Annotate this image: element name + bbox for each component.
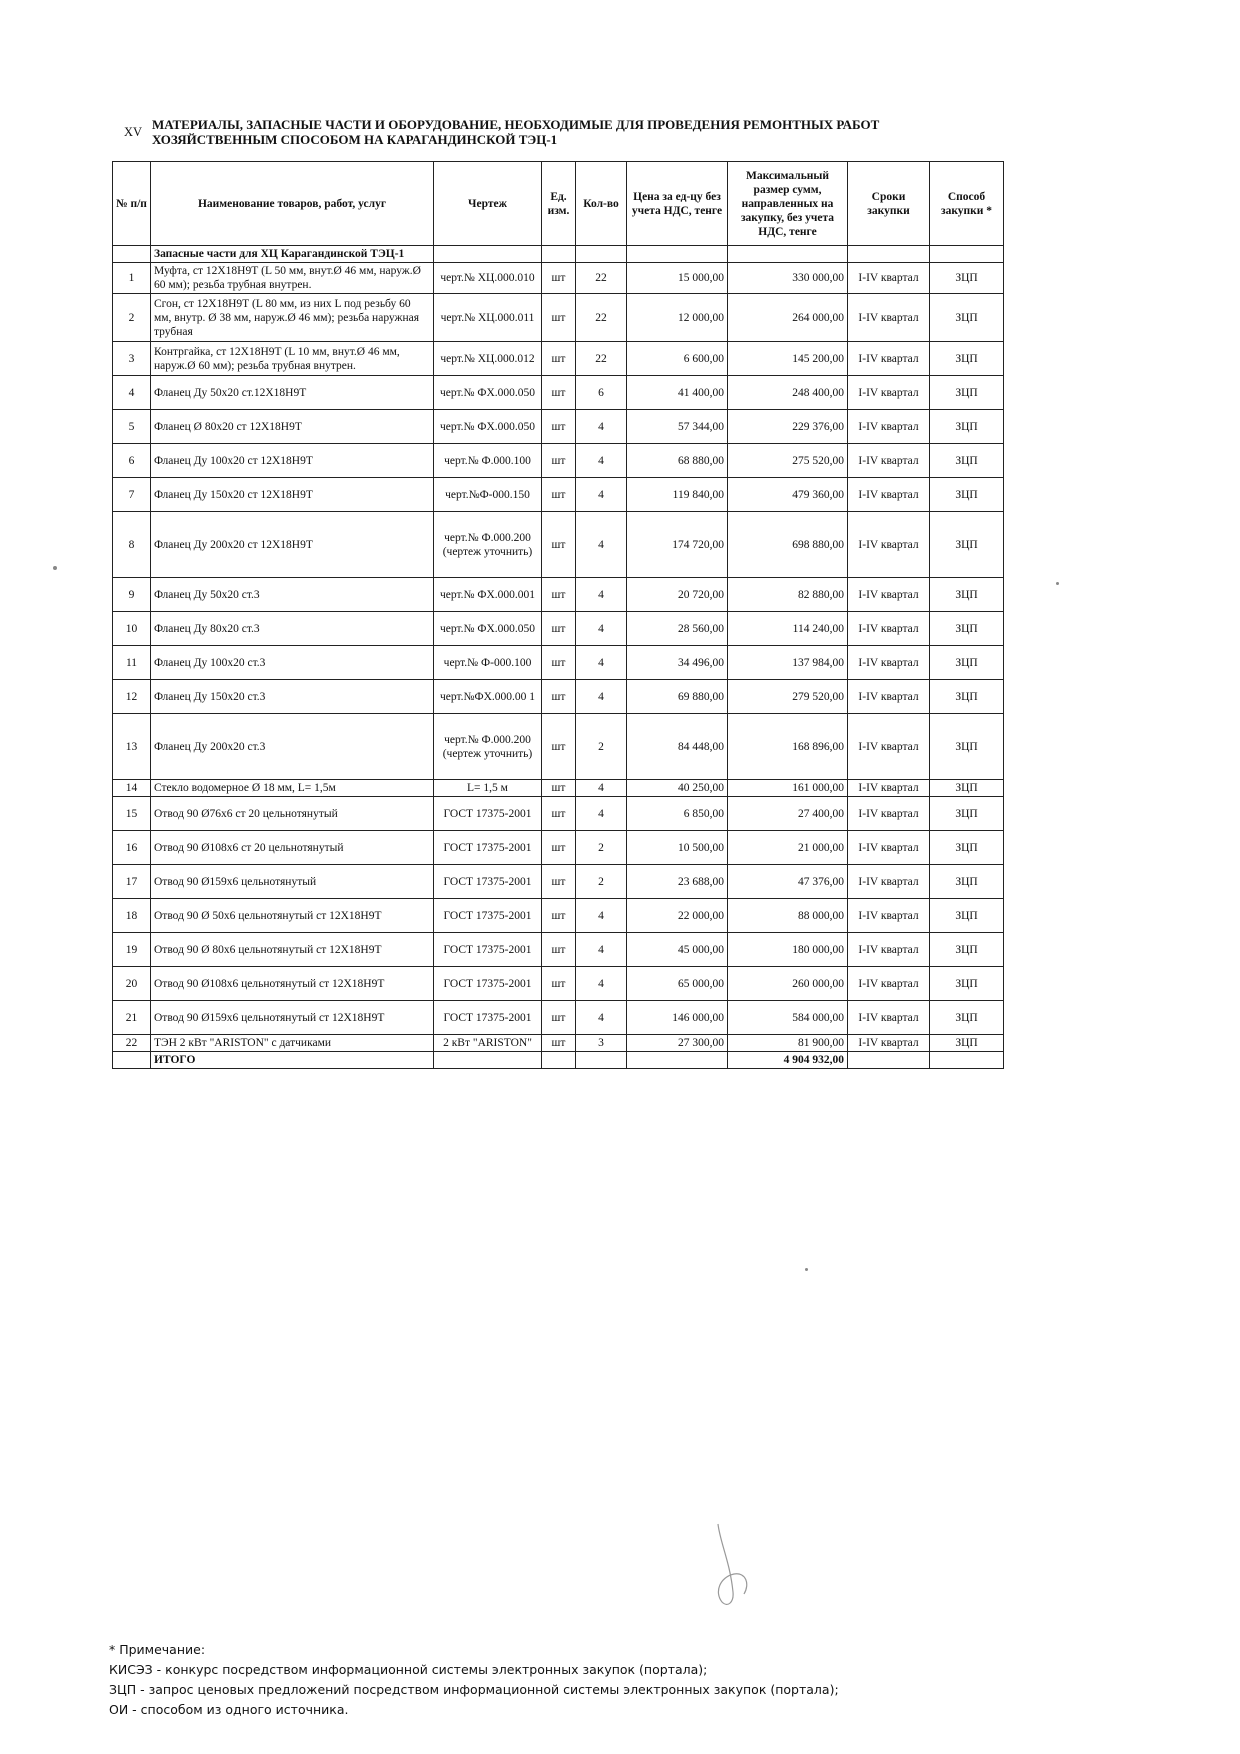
item-sum: 47 376,00 <box>728 865 848 899</box>
item-drawing: черт.№ ФХ.000.050 <box>434 376 542 410</box>
table-row <box>113 410 1004 444</box>
item-terms: I-IV квартал <box>848 376 930 410</box>
item-method: ЗЦП <box>930 376 1004 410</box>
total-value: 4 904 932,00 <box>728 1052 848 1069</box>
item-unit: шт <box>542 680 576 714</box>
col-header-price: Цена за ед-цу без учета НДС, тенге <box>627 162 728 246</box>
note-line: ЗЦП - запрос ценовых предложений посредством информационной системы электронных закупок (портала); <box>109 1682 839 1697</box>
item-terms: I-IV квартал <box>848 1001 930 1035</box>
item-sum: 180 000,00 <box>728 933 848 967</box>
item-qty: 4 <box>576 680 627 714</box>
table-row <box>113 899 1004 933</box>
table-row <box>113 967 1004 1001</box>
item-method: ЗЦП <box>930 967 1004 1001</box>
item-drawing: черт.№Ф-000.150 <box>434 478 542 512</box>
row-num: 15 <box>113 797 151 831</box>
item-drawing: черт.№ ХЦ.000.010 <box>434 263 542 294</box>
item-name: Отвод 90 Ø159х6 цельнотянутый ст 12Х18Н9Т <box>151 1001 434 1035</box>
item-price: 12 000,00 <box>627 294 728 342</box>
item-drawing: ГОСТ 17375-2001 <box>434 1001 542 1035</box>
item-name: Контргайка, ст 12Х18Н9Т (L 10 мм, внут.Ø 46 мм, наруж.Ø 60 мм); резьба трубная внутрен. <box>151 342 434 376</box>
item-terms: I-IV квартал <box>848 780 930 797</box>
item-name: Фланец Ду 200х20 ст 12Х18Н9Т <box>151 512 434 578</box>
row-num: 11 <box>113 646 151 680</box>
item-terms: I-IV квартал <box>848 646 930 680</box>
item-qty: 2 <box>576 714 627 780</box>
row-num: 16 <box>113 831 151 865</box>
item-unit: шт <box>542 780 576 797</box>
item-qty: 2 <box>576 865 627 899</box>
item-qty: 4 <box>576 933 627 967</box>
item-name: Фланец Ду 50х20 ст.12Х18Н9Т <box>151 376 434 410</box>
item-sum: 82 880,00 <box>728 578 848 612</box>
table-row <box>113 578 1004 612</box>
item-method: ЗЦП <box>930 899 1004 933</box>
item-terms: I-IV квартал <box>848 831 930 865</box>
row-num: 19 <box>113 933 151 967</box>
notes-block <box>109 1640 839 1720</box>
item-qty: 22 <box>576 263 627 294</box>
table-row <box>113 342 1004 376</box>
item-terms: I-IV квартал <box>848 1035 930 1052</box>
item-unit: шт <box>542 797 576 831</box>
item-unit: шт <box>542 376 576 410</box>
table-row <box>113 263 1004 294</box>
item-drawing: ГОСТ 17375-2001 <box>434 865 542 899</box>
item-unit: шт <box>542 714 576 780</box>
item-method: ЗЦП <box>930 512 1004 578</box>
item-qty: 4 <box>576 512 627 578</box>
item-sum: 260 000,00 <box>728 967 848 1001</box>
item-terms: I-IV квартал <box>848 714 930 780</box>
item-drawing: черт.№ Ф.000.100 <box>434 444 542 478</box>
item-drawing: черт.№ Ф.000.200 (чертеж уточнить) <box>434 714 542 780</box>
item-name: Отвод 90 Ø108х6 ст 20 цельнотянутый <box>151 831 434 865</box>
scan-speck <box>53 566 57 570</box>
item-terms: I-IV квартал <box>848 263 930 294</box>
row-num: 12 <box>113 680 151 714</box>
item-method: ЗЦП <box>930 263 1004 294</box>
item-unit: шт <box>542 1001 576 1035</box>
col-header-terms: Сроки закупки <box>848 162 930 246</box>
item-drawing: ГОСТ 17375-2001 <box>434 831 542 865</box>
item-terms: I-IV квартал <box>848 578 930 612</box>
item-qty: 4 <box>576 780 627 797</box>
row-num: 7 <box>113 478 151 512</box>
row-num: 2 <box>113 294 151 342</box>
col-header-qty: Кол-во <box>576 162 627 246</box>
item-qty: 4 <box>576 1001 627 1035</box>
item-method: ЗЦП <box>930 612 1004 646</box>
item-price: 69 880,00 <box>627 680 728 714</box>
row-num: 6 <box>113 444 151 478</box>
item-terms: I-IV квартал <box>848 342 930 376</box>
row-num: 9 <box>113 578 151 612</box>
procurement-table <box>112 161 1004 1069</box>
item-terms: I-IV квартал <box>848 512 930 578</box>
row-num: 18 <box>113 899 151 933</box>
item-price: 41 400,00 <box>627 376 728 410</box>
item-unit: шт <box>542 410 576 444</box>
item-sum: 114 240,00 <box>728 612 848 646</box>
item-drawing: 2 кВт "ARISTON" <box>434 1035 542 1052</box>
table-row <box>113 680 1004 714</box>
item-name: Фланец Ду 100х20 ст 12Х18Н9Т <box>151 444 434 478</box>
item-qty: 3 <box>576 1035 627 1052</box>
item-method: ЗЦП <box>930 294 1004 342</box>
row-num: 22 <box>113 1035 151 1052</box>
col-header-unit: Ед. изм. <box>542 162 576 246</box>
item-method: ЗЦП <box>930 578 1004 612</box>
section-number: XV <box>124 125 143 139</box>
item-sum: 229 376,00 <box>728 410 848 444</box>
item-price: 57 344,00 <box>627 410 728 444</box>
item-price: 40 250,00 <box>627 780 728 797</box>
item-unit: шт <box>542 1035 576 1052</box>
item-unit: шт <box>542 294 576 342</box>
item-sum: 275 520,00 <box>728 444 848 478</box>
item-price: 15 000,00 <box>627 263 728 294</box>
item-qty: 4 <box>576 612 627 646</box>
item-unit: шт <box>542 865 576 899</box>
item-name: Фланец Ду 80х20 ст.3 <box>151 612 434 646</box>
item-price: 28 560,00 <box>627 612 728 646</box>
item-price: 6 850,00 <box>627 797 728 831</box>
total-label: ИТОГО <box>151 1052 434 1069</box>
item-name: Фланец Ду 150х20 ст 12Х18Н9Т <box>151 478 434 512</box>
note-line: КИСЭЗ - конкурс посредством информационной системы электронных закупок (портала); <box>109 1662 708 1677</box>
item-name: Отвод 90 Ø159х6 цельнотянутый <box>151 865 434 899</box>
item-qty: 4 <box>576 578 627 612</box>
scan-speck <box>805 1268 808 1271</box>
item-qty: 4 <box>576 797 627 831</box>
item-sum: 584 000,00 <box>728 1001 848 1035</box>
handwritten-signature <box>700 1522 760 1612</box>
item-method: ЗЦП <box>930 714 1004 780</box>
item-qty: 4 <box>576 967 627 1001</box>
table-row <box>113 1001 1004 1035</box>
item-method: ЗЦП <box>930 478 1004 512</box>
table-row <box>113 780 1004 797</box>
row-num: 4 <box>113 376 151 410</box>
row-num: 21 <box>113 1001 151 1035</box>
scan-speck <box>1056 582 1059 585</box>
item-unit: шт <box>542 612 576 646</box>
table-row <box>113 512 1004 578</box>
item-name: Отвод 90 Ø108х6 цельнотянутый ст 12Х18Н9Т <box>151 967 434 1001</box>
item-qty: 4 <box>576 899 627 933</box>
item-sum: 479 360,00 <box>728 478 848 512</box>
col-header-name: Наименование товаров, работ, услуг <box>151 162 434 246</box>
item-name: Фланец Ду 200х20 ст.3 <box>151 714 434 780</box>
total-row <box>113 1052 1004 1069</box>
item-price: 22 000,00 <box>627 899 728 933</box>
item-price: 84 448,00 <box>627 714 728 780</box>
item-price: 23 688,00 <box>627 865 728 899</box>
item-terms: I-IV квартал <box>848 967 930 1001</box>
item-name: Муфта, ст 12Х18Н9Т (L 50 мм, внут.Ø 46 мм, наруж.Ø 60 мм); резьба трубная внутрен. <box>151 263 434 294</box>
item-qty: 4 <box>576 478 627 512</box>
item-terms: I-IV квартал <box>848 899 930 933</box>
item-drawing: ГОСТ 17375-2001 <box>434 899 542 933</box>
item-terms: I-IV квартал <box>848 444 930 478</box>
item-method: ЗЦП <box>930 865 1004 899</box>
item-terms: I-IV квартал <box>848 478 930 512</box>
table-row <box>113 1035 1004 1052</box>
item-terms: I-IV квартал <box>848 294 930 342</box>
item-sum: 698 880,00 <box>728 512 848 578</box>
item-qty: 4 <box>576 646 627 680</box>
item-price: 34 496,00 <box>627 646 728 680</box>
item-sum: 145 200,00 <box>728 342 848 376</box>
item-sum: 264 000,00 <box>728 294 848 342</box>
item-unit: шт <box>542 512 576 578</box>
item-drawing: ГОСТ 17375-2001 <box>434 933 542 967</box>
row-num: 10 <box>113 612 151 646</box>
item-unit: шт <box>542 967 576 1001</box>
item-name: Отвод 90 Ø 80х6 цельнотянутый ст 12Х18Н9Т <box>151 933 434 967</box>
item-name: Фланец Ду 50х20 ст.3 <box>151 578 434 612</box>
item-qty: 22 <box>576 294 627 342</box>
row-num: 13 <box>113 714 151 780</box>
item-method: ЗЦП <box>930 444 1004 478</box>
item-unit: шт <box>542 342 576 376</box>
item-name: Сгон, ст 12Х18Н9Т (L 80 мм, из них L под резьбу 60 мм, внутр. Ø 38 мм, наруж.Ø 46 мм); резьба наружная трубная <box>151 294 434 342</box>
item-drawing: черт.№ ХЦ.000.012 <box>434 342 542 376</box>
table-row <box>113 714 1004 780</box>
item-price: 68 880,00 <box>627 444 728 478</box>
item-method: ЗЦП <box>930 1001 1004 1035</box>
item-terms: I-IV квартал <box>848 865 930 899</box>
item-price: 6 600,00 <box>627 342 728 376</box>
item-price: 119 840,00 <box>627 478 728 512</box>
item-drawing: ГОСТ 17375-2001 <box>434 797 542 831</box>
item-drawing: черт.№ ФХ.000.050 <box>434 410 542 444</box>
item-method: ЗЦП <box>930 646 1004 680</box>
item-price: 65 000,00 <box>627 967 728 1001</box>
item-drawing: ГОСТ 17375-2001 <box>434 967 542 1001</box>
item-method: ЗЦП <box>930 797 1004 831</box>
item-method: ЗЦП <box>930 1035 1004 1052</box>
item-price: 10 500,00 <box>627 831 728 865</box>
item-price: 45 000,00 <box>627 933 728 967</box>
item-sum: 248 400,00 <box>728 376 848 410</box>
item-name: Фланец Ø 80х20 ст 12Х18Н9Т <box>151 410 434 444</box>
row-num: 20 <box>113 967 151 1001</box>
col-header-num: № п/п <box>113 162 151 246</box>
item-price: 27 300,00 <box>627 1035 728 1052</box>
item-sum: 168 896,00 <box>728 714 848 780</box>
item-method: ЗЦП <box>930 831 1004 865</box>
item-sum: 330 000,00 <box>728 263 848 294</box>
row-num: 14 <box>113 780 151 797</box>
item-sum: 137 984,00 <box>728 646 848 680</box>
item-unit: шт <box>542 831 576 865</box>
table-row <box>113 797 1004 831</box>
item-sum: 81 900,00 <box>728 1035 848 1052</box>
item-qty: 4 <box>576 444 627 478</box>
table-row <box>113 933 1004 967</box>
item-terms: I-IV квартал <box>848 933 930 967</box>
item-method: ЗЦП <box>930 680 1004 714</box>
item-sum: 21 000,00 <box>728 831 848 865</box>
item-qty: 22 <box>576 342 627 376</box>
note-line: ОИ - способом из одного источника. <box>109 1702 349 1717</box>
item-price: 174 720,00 <box>627 512 728 578</box>
col-header-max-sum: Максимальный размер сумм, направленных на закупку, без учета НДС, тенге <box>728 162 848 246</box>
item-method: ЗЦП <box>930 410 1004 444</box>
item-unit: шт <box>542 933 576 967</box>
section-title: Запасные части для ХЦ Карагандинской ТЭЦ-1 <box>151 246 434 263</box>
table-row <box>113 865 1004 899</box>
item-drawing: черт.№ФХ.000.00 1 <box>434 680 542 714</box>
item-terms: I-IV квартал <box>848 797 930 831</box>
item-qty: 4 <box>576 410 627 444</box>
item-drawing: черт.№ ФХ.000.050 <box>434 612 542 646</box>
table-header-row <box>113 162 1004 246</box>
item-unit: шт <box>542 899 576 933</box>
item-sum: 27 400,00 <box>728 797 848 831</box>
item-drawing: черт.№ Ф.000.200 (чертеж уточнить) <box>434 512 542 578</box>
item-sum: 279 520,00 <box>728 680 848 714</box>
row-num: 5 <box>113 410 151 444</box>
item-price: 146 000,00 <box>627 1001 728 1035</box>
item-name: Стекло водомерное Ø 18 мм, L= 1,5м <box>151 780 434 797</box>
item-qty: 6 <box>576 376 627 410</box>
item-unit: шт <box>542 478 576 512</box>
table-row <box>113 646 1004 680</box>
item-unit: шт <box>542 578 576 612</box>
table-row <box>113 831 1004 865</box>
item-unit: шт <box>542 646 576 680</box>
item-method: ЗЦП <box>930 342 1004 376</box>
item-name: Фланец Ду 100х20 ст.3 <box>151 646 434 680</box>
item-drawing: черт.№ Ф-000.100 <box>434 646 542 680</box>
col-header-drawing: Чертеж <box>434 162 542 246</box>
table-row <box>113 612 1004 646</box>
item-drawing: черт.№ ХЦ.000.011 <box>434 294 542 342</box>
item-unit: шт <box>542 444 576 478</box>
item-qty: 2 <box>576 831 627 865</box>
item-method: ЗЦП <box>930 933 1004 967</box>
item-drawing: L= 1,5 м <box>434 780 542 797</box>
item-name: Фланец Ду 150х20 ст.3 <box>151 680 434 714</box>
page-title: МАТЕРИАЛЫ, ЗАПАСНЫЕ ЧАСТИ И ОБОРУДОВАНИЕ, НЕОБХОДИМЫЕ ДЛЯ ПРОВЕДЕНИЯ РЕМОНТНЫХ РАБОТ ХОЗЯЙСТВЕННЫМ СПОСОБОМ НА КАРАГАНДИНСКОЙ ТЭЦ-1 <box>152 117 880 147</box>
notes-heading: * Примечание: <box>109 1642 206 1657</box>
item-terms: I-IV квартал <box>848 410 930 444</box>
table-row <box>113 294 1004 342</box>
col-header-method: Способ закупки * <box>930 162 1004 246</box>
item-sum: 88 000,00 <box>728 899 848 933</box>
table-row <box>113 478 1004 512</box>
item-unit: шт <box>542 263 576 294</box>
item-method: ЗЦП <box>930 780 1004 797</box>
table-row <box>113 376 1004 410</box>
item-price: 20 720,00 <box>627 578 728 612</box>
item-drawing: черт.№ ФХ.000.001 <box>434 578 542 612</box>
table-row <box>113 444 1004 478</box>
row-num: 8 <box>113 512 151 578</box>
row-num: 17 <box>113 865 151 899</box>
item-terms: I-IV квартал <box>848 612 930 646</box>
item-name: Отвод 90 Ø 50х6 цельнотянутый ст 12Х18Н9Т <box>151 899 434 933</box>
section-row <box>113 246 1004 263</box>
row-num: 3 <box>113 342 151 376</box>
item-sum: 161 000,00 <box>728 780 848 797</box>
item-terms: I-IV квартал <box>848 680 930 714</box>
row-num: 1 <box>113 263 151 294</box>
item-name: ТЭН 2 кВт "ARISTON" с датчиками <box>151 1035 434 1052</box>
item-name: Отвод 90 Ø76х6 ст 20 цельнотянутый <box>151 797 434 831</box>
